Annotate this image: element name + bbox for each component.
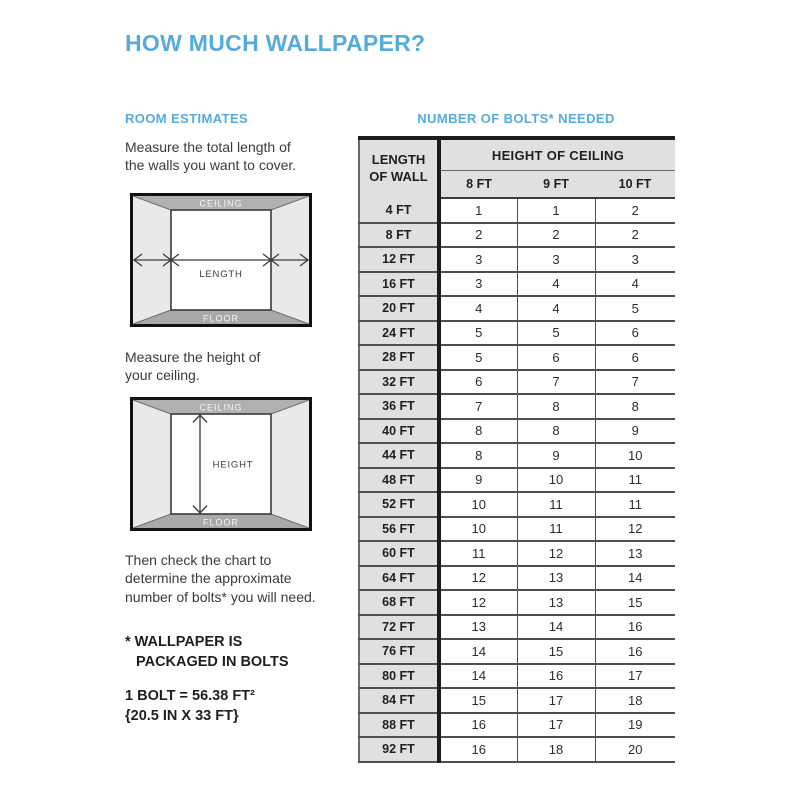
bolts-count-cell: 7 [517, 370, 595, 395]
table-row [359, 223, 675, 248]
wall-length-cell: 64 FT [359, 566, 439, 591]
bolts-count-cell: 9 [595, 419, 675, 444]
instruction-measure-length [125, 138, 296, 175]
bolts-count-cell: 16 [595, 615, 675, 640]
instruction-measure-height [125, 348, 260, 385]
bolts-count-cell: 20 [595, 737, 675, 762]
bolts-count-cell: 10 [439, 517, 517, 542]
bolts-count-cell: 3 [439, 247, 517, 272]
bolt-spec-line: {20.5 IN X 33 FT} [125, 708, 239, 725]
table-row [359, 737, 675, 762]
bolts-count-cell: 14 [517, 615, 595, 640]
bolts-count-cell: 16 [517, 664, 595, 689]
bolts-count-cell: 11 [517, 517, 595, 542]
wall-length-cell: 68 FT [359, 590, 439, 615]
wall-length-cell: 4 FT [359, 198, 439, 223]
row-header-line: LENGTH [371, 152, 426, 168]
bolts-count-cell: 13 [517, 590, 595, 615]
row-header-line: OF WALL [369, 169, 428, 184]
bolts-count-cell: 9 [517, 443, 595, 468]
ceiling-label: CEILING [199, 402, 243, 413]
bolts-count-cell: 4 [595, 272, 675, 297]
instruction-line: determine the approximate [125, 570, 292, 587]
wall-length-cell: 8 FT [359, 223, 439, 248]
wall-length-cell: 60 FT [359, 541, 439, 566]
bolts-count-cell: 12 [439, 590, 517, 615]
ceiling-height-col-10ft: 10 FT [595, 171, 675, 199]
room-length-diagram [130, 193, 312, 327]
bolts-count-cell: 10 [595, 443, 675, 468]
bolts-count-cell: 14 [595, 566, 675, 591]
bolts-count-cell: 17 [517, 713, 595, 738]
bolts-count-cell: 13 [439, 615, 517, 640]
table-row [359, 419, 675, 444]
length-label: LENGTH [199, 269, 243, 280]
right-wall-surface [271, 400, 309, 528]
table-row [359, 468, 675, 493]
bolts-count-cell: 14 [439, 639, 517, 664]
wall-length-cell: 56 FT [359, 517, 439, 542]
bolts-count-cell: 15 [595, 590, 675, 615]
wall-length-cell: 40 FT [359, 419, 439, 444]
bolts-count-cell: 4 [517, 272, 595, 297]
table-row [359, 688, 675, 713]
table-row [359, 713, 675, 738]
instruction-line: Measure the height of [125, 349, 261, 365]
table-header-row [359, 138, 675, 171]
table-row [359, 394, 675, 419]
footnote-line: * WALLPAPER IS [125, 634, 243, 650]
bolts-count-cell: 5 [595, 296, 675, 321]
wall-length-cell: 72 FT [359, 615, 439, 640]
wall-length-cell: 36 FT [359, 394, 439, 419]
wallpaper-bolts-footnote [125, 632, 289, 673]
bolts-count-cell: 1 [439, 198, 517, 223]
height-of-ceiling-header: HEIGHT OF CEILING [439, 138, 675, 171]
bolts-count-cell: 9 [439, 468, 517, 493]
floor-label: FLOOR [202, 313, 240, 324]
footnote-line: PACKAGED IN BOLTS [136, 654, 289, 671]
bolts-count-cell: 11 [595, 492, 675, 517]
bolts-count-cell: 12 [595, 517, 675, 542]
wall-length-cell: 44 FT [359, 443, 439, 468]
bolts-count-cell: 12 [517, 541, 595, 566]
bolts-count-cell: 11 [595, 468, 675, 493]
bolts-count-cell: 14 [439, 664, 517, 689]
bolts-count-cell: 2 [517, 223, 595, 248]
table-row [359, 639, 675, 664]
instruction-line: number of bolts* you will need. [125, 588, 316, 605]
bolts-count-cell: 11 [439, 541, 517, 566]
bolts-count-cell: 13 [595, 541, 675, 566]
table-row [359, 541, 675, 566]
bolts-count-cell: 19 [595, 713, 675, 738]
bolts-count-cell: 15 [517, 639, 595, 664]
bolts-count-cell: 16 [595, 639, 675, 664]
bolts-count-cell: 4 [517, 296, 595, 321]
table-row [359, 198, 675, 223]
wall-length-cell: 92 FT [359, 737, 439, 762]
bolts-count-cell: 16 [439, 713, 517, 738]
room-height-diagram [130, 397, 312, 531]
bolts-count-cell: 8 [595, 394, 675, 419]
row-header-cell [359, 138, 439, 198]
bolts-count-cell: 8 [439, 443, 517, 468]
bolts-count-cell: 18 [517, 737, 595, 762]
wall-length-cell: 52 FT [359, 492, 439, 517]
bolts-count-cell: 10 [439, 492, 517, 517]
bolts-count-cell: 6 [517, 345, 595, 370]
bolts-count-cell: 8 [517, 419, 595, 444]
wall-length-cell: 32 FT [359, 370, 439, 395]
bolts-count-cell: 2 [595, 223, 675, 248]
bolts-needed-heading: NUMBER OF BOLTS* NEEDED [417, 111, 615, 126]
table-row [359, 272, 675, 297]
bolts-count-cell: 8 [439, 419, 517, 444]
table-row [359, 566, 675, 591]
bolts-table [358, 136, 675, 763]
bolts-count-cell: 10 [517, 468, 595, 493]
bolts-count-cell: 18 [595, 688, 675, 713]
table-row [359, 296, 675, 321]
instruction-check-chart [125, 551, 316, 606]
bolts-count-cell: 5 [439, 321, 517, 346]
wall-length-cell: 76 FT [359, 639, 439, 664]
bolts-count-cell: 6 [595, 321, 675, 346]
bolts-count-cell: 17 [517, 688, 595, 713]
bolts-count-cell: 8 [517, 394, 595, 419]
wall-length-cell: 88 FT [359, 713, 439, 738]
floor-label: FLOOR [202, 517, 240, 528]
bolt-spec-line: 1 BOLT = 56.38 FT² [125, 688, 255, 704]
bolts-count-cell: 3 [439, 272, 517, 297]
instruction-line: the walls you want to cover. [125, 157, 297, 174]
wall-length-cell: 28 FT [359, 345, 439, 370]
wall-length-cell: 80 FT [359, 664, 439, 689]
bolts-count-cell: 3 [517, 247, 595, 272]
bolts-count-cell: 5 [517, 321, 595, 346]
bolts-count-cell: 2 [595, 198, 675, 223]
ceiling-height-col-8ft: 8 FT [439, 171, 517, 199]
ceiling-height-col-9ft: 9 FT [517, 171, 595, 199]
bolts-count-cell: 7 [595, 370, 675, 395]
wall-length-cell: 24 FT [359, 321, 439, 346]
wall-length-cell: 20 FT [359, 296, 439, 321]
height-label: HEIGHT [212, 459, 254, 471]
instruction-line: Measure the total length of [125, 139, 291, 155]
table-row [359, 664, 675, 689]
bolts-count-cell: 5 [439, 345, 517, 370]
bolt-spec [125, 686, 255, 727]
room-estimates-heading: ROOM ESTIMATES [125, 111, 249, 126]
table-row [359, 615, 675, 640]
table-row [359, 443, 675, 468]
table-row [359, 370, 675, 395]
ceiling-label: CEILING [199, 198, 243, 209]
bolts-count-cell: 3 [595, 247, 675, 272]
bolts-count-cell: 2 [439, 223, 517, 248]
table-row [359, 492, 675, 517]
wall-length-cell: 12 FT [359, 247, 439, 272]
bolts-count-cell: 13 [517, 566, 595, 591]
bolts-count-cell: 11 [517, 492, 595, 517]
table-row [359, 321, 675, 346]
page-title: HOW MUCH WALLPAPER? [125, 30, 426, 56]
bolts-count-cell: 6 [439, 370, 517, 395]
table-row [359, 345, 675, 370]
instruction-line: Then check the chart to [125, 552, 272, 568]
table-row [359, 517, 675, 542]
wall-length-cell: 48 FT [359, 468, 439, 493]
bolts-count-cell: 1 [517, 198, 595, 223]
bolts-count-cell: 16 [439, 737, 517, 762]
bolts-count-cell: 6 [595, 345, 675, 370]
table-row [359, 590, 675, 615]
bolts-count-cell: 4 [439, 296, 517, 321]
wall-length-cell: 84 FT [359, 688, 439, 713]
bolts-count-cell: 7 [439, 394, 517, 419]
table-row [359, 247, 675, 272]
wall-length-cell: 16 FT [359, 272, 439, 297]
bolts-count-cell: 12 [439, 566, 517, 591]
bolts-count-cell: 17 [595, 664, 675, 689]
left-wall-surface [133, 400, 171, 528]
bolts-count-cell: 15 [439, 688, 517, 713]
instruction-line: your ceiling. [125, 367, 200, 384]
